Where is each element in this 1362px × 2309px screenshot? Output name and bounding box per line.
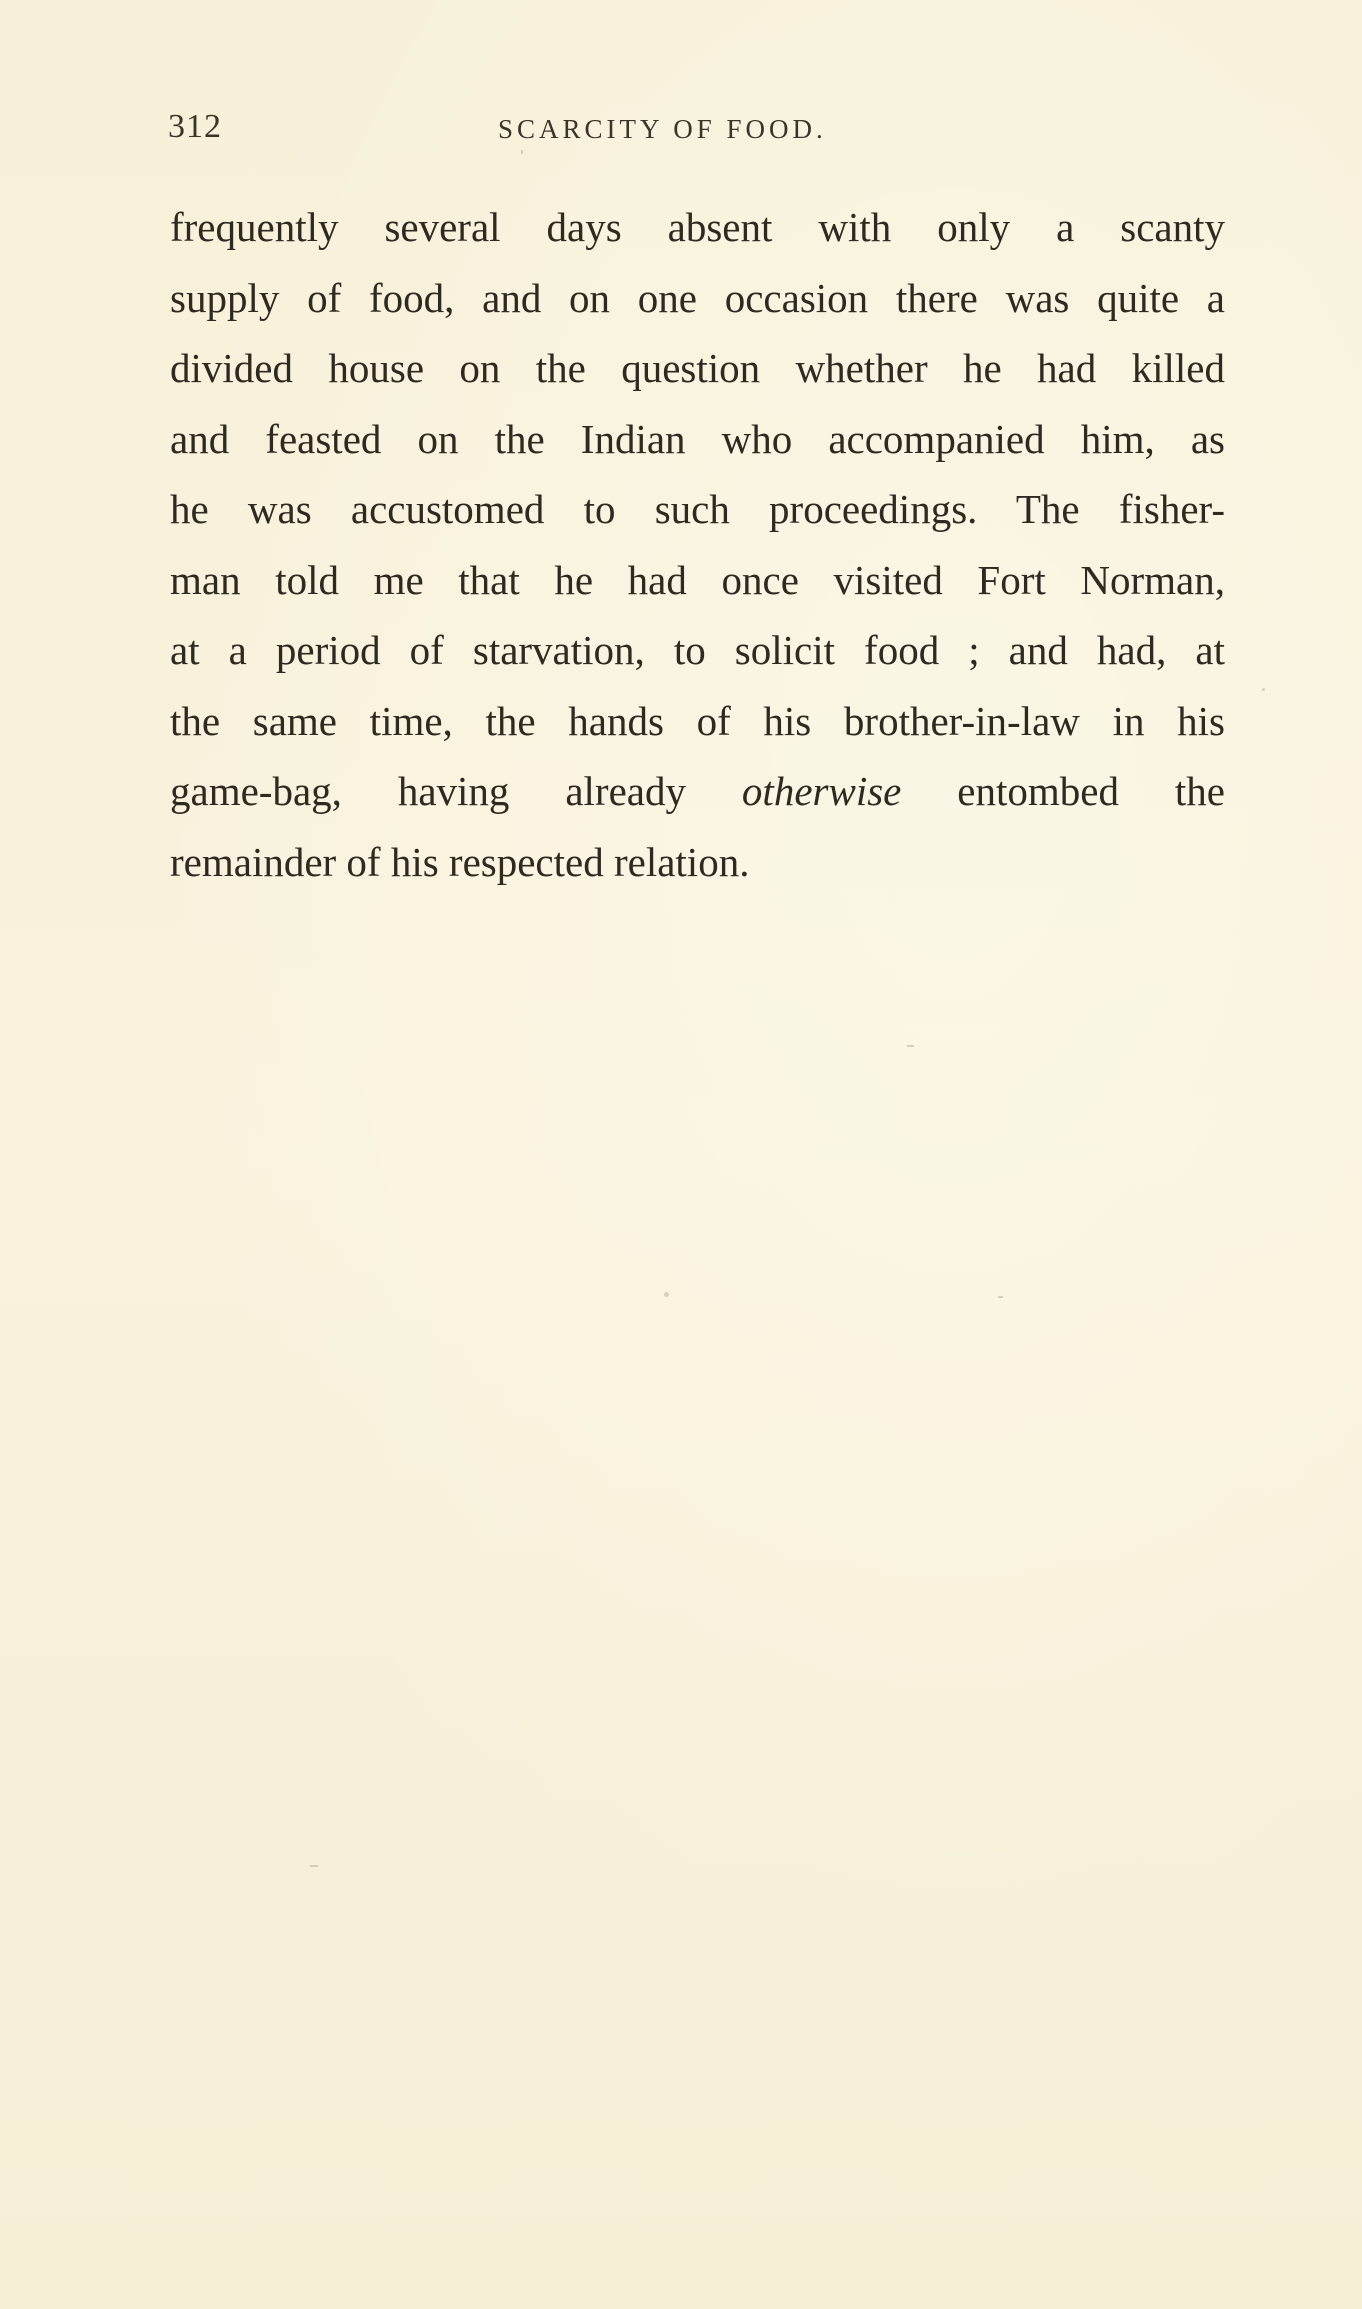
text-line: divided house on the question whether he had killed	[170, 345, 1225, 391]
italic-word: otherwise	[741, 768, 902, 814]
paper-speck	[310, 1865, 318, 1867]
page-header	[168, 108, 1223, 158]
body-text	[170, 192, 1225, 897]
paper-speck	[664, 1292, 669, 1297]
text-line	[170, 756, 1225, 827]
page-number: 312	[168, 108, 222, 145]
running-head: SCARCITY OF FOOD.	[498, 114, 827, 144]
text-line: supply of food, and on one occasion there was quite a	[170, 274, 1225, 321]
paper-speck	[521, 150, 523, 154]
paper-speck	[998, 1296, 1003, 1298]
paper-speck	[907, 1045, 914, 1047]
text-line: the same time, the hands of his brother-in-law in his	[170, 697, 1225, 744]
text-segment: game-bag, having already	[170, 768, 742, 814]
text-line: he was accustomed to such proceedings. The fisher-	[170, 486, 1225, 532]
text-line: and feasted on the Indian who accompanied him, as	[170, 415, 1225, 462]
text-line: man told me that he had once visited Fort Norman,	[170, 556, 1225, 603]
text-line: at a period of starvation, to solicit food ; and had, at	[170, 627, 1225, 673]
text-line: remainder of his respected relation.	[170, 838, 750, 885]
text-segment: entombed the	[901, 768, 1225, 814]
paper-speck	[1262, 688, 1265, 691]
text-line: frequently several days absent with only a scanty	[170, 204, 1225, 250]
